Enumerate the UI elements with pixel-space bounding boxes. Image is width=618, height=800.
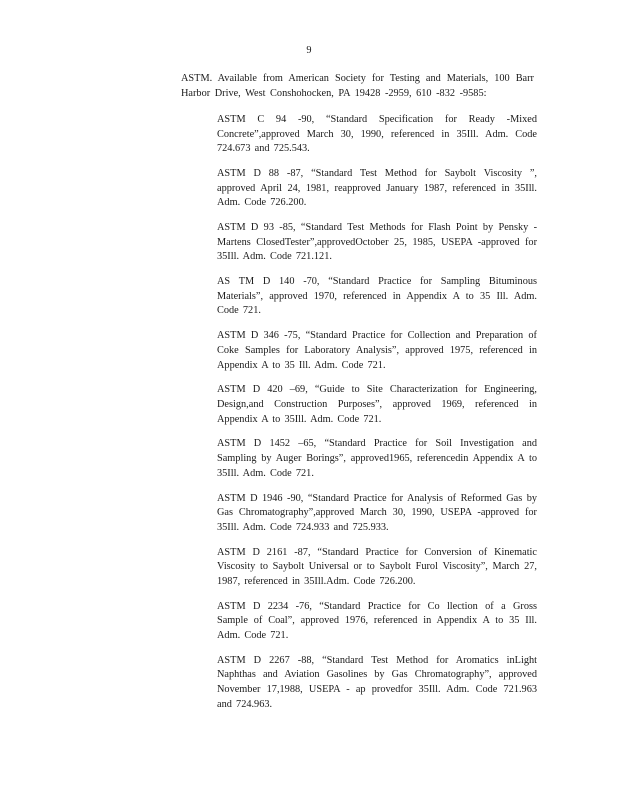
- reference-entry: ASTM D 88 -87, “Standard Test Method for Saybolt Viscosity ”, approved April 24, 1981, reapproved January 1987, referenced in 35Ill. Adm. Code 726.200.: [217, 168, 537, 209]
- reference-entry: ASTM D 346 -75, “Standard Practice for Collection and Preparation of Coke Samples for Laboratory Analysis”, approved 1975, referenced in Appendix A to 35 Ill. Adm. Code 721.: [217, 330, 537, 371]
- reference-entry: ASTM D 93 -85, “Standard Test Methods for Flash Point by Pensky -Martens ClosedTester”,approvedOctober 25, 1985, USEPA -approved for 35Ill. Adm. Code 721.121.: [217, 222, 537, 263]
- reference-entry: ASTM D 2161 -87, “Standard Practice for Conversion of Kinematic Viscosity to Saybolt Universal or to Saybolt Furol Viscosity”, March 27, 1987, referenced in 35Ill.Adm. Code 726.200.: [217, 546, 537, 587]
- reference-entry: AS TM D 140 -70, “Standard Practice for Sampling Bituminous Materials”, approved 1970, referenced in Appendix A to 35 Ill. Adm. Code 721.: [217, 276, 537, 317]
- reference-entry: ASTM D 2267 -88, “Standard Test Method for Aromatics inLight Naphthas and Aviation Gasolines by Gas Chromatography”, approved November 17,1988, USEPA - ap provedfor 35Ill. Adm. Code 721.963 and 724.963.: [217, 654, 537, 710]
- reference-entry: ASTM D 1946 -90, “Standard Practice for Analysis of Reformed Gas by Gas Chromatography”,approved March 30, 1990, USEPA -approved for 35Ill. Adm. Code 724.933 and 725.933.: [217, 492, 537, 533]
- intro-paragraph: ASTM. Available from American Society for Testing and Materials, 100 Barr Harbor Drive, West Conshohocken, PA 19428 -2959, 610 -832 -9585:: [181, 73, 534, 99]
- page-number: 9: [306, 45, 312, 56]
- reference-list: [217, 113, 537, 722]
- reference-entry: ASTM D 2234 -76, “Standard Practice for Co llection of a Gross Sample of Coal”, approved 1976, referenced in Appendix A to 35 Ill. Adm. Code 721.: [217, 600, 537, 641]
- reference-entry: ASTM D 420 –69, “Guide to Site Characterization for Engineering, Design,and Construction Purposes”, approved 1969, referenced in Appendix A to 35Ill. Adm. Code 721.: [217, 384, 537, 425]
- reference-entry: ASTM C 94 -90, “Standard Specification for Ready -Mixed Concrete”,approved March 30, 1990, referenced in 35Ill. Adm. Code 724.673 and 725.543.: [217, 114, 537, 155]
- reference-entry: ASTM D 1452 –65, “Standard Practice for Soil Investigation and Sampling by Auger Borings”, approved1965, referencedin Appendix A to 35Ill. Adm. Code 721.: [217, 438, 537, 479]
